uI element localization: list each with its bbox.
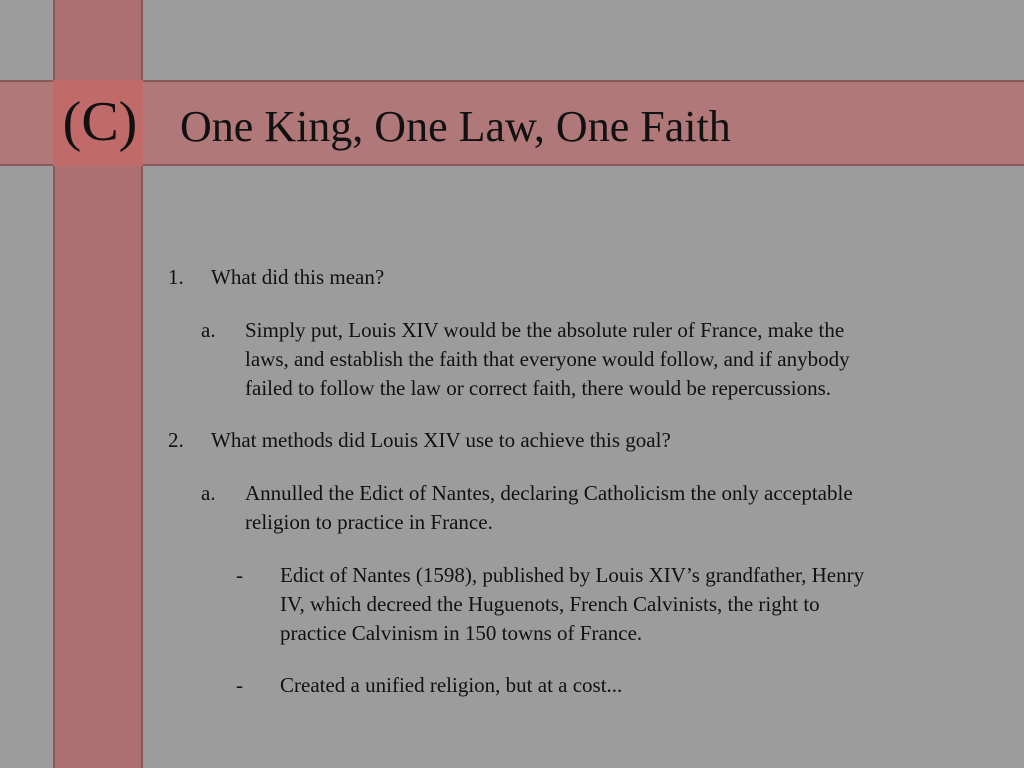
text-line: Edict of Nantes (1598), published by Louis XIV’s grandfather, Henry: [280, 563, 865, 587]
text-line: Annulled the Edict of Nantes, declaring Catholicism the only acceptable: [245, 481, 853, 505]
list-marker: a.: [201, 318, 216, 342]
text-line: Simply put, Louis XIV would be the absolute ruler of France, make the: [245, 318, 845, 342]
text-line: IV, which decreed the Huguenots, French Calvinists, the right to: [280, 592, 820, 616]
text-line: failed to follow the law or correct faith, there would be repercussions.: [245, 376, 832, 400]
list-marker: a.: [201, 481, 216, 505]
text-line: practice Calvinism in 150 towns of France.: [280, 621, 643, 645]
list-text: What methods did Louis XIV use to achieve this goal?: [211, 428, 671, 452]
list-text: Created a unified religion, but at a cost...: [280, 673, 623, 697]
dash-bullet: -: [236, 563, 243, 587]
text-line: laws, and establish the faith that everyone would follow, and if anybody: [245, 347, 850, 371]
slide-title: One King, One Law, One Faith: [180, 102, 731, 151]
section-label: (C): [62, 91, 138, 153]
list-text: What did this mean?: [211, 265, 385, 289]
dash-bullet: -: [236, 673, 243, 697]
text-line: religion to practice in France.: [245, 510, 493, 534]
list-text: [245, 479, 965, 537]
list-text: [245, 316, 965, 403]
list-text: [280, 561, 970, 648]
list-marker: 2.: [168, 428, 184, 452]
list-marker: 1.: [168, 265, 184, 289]
